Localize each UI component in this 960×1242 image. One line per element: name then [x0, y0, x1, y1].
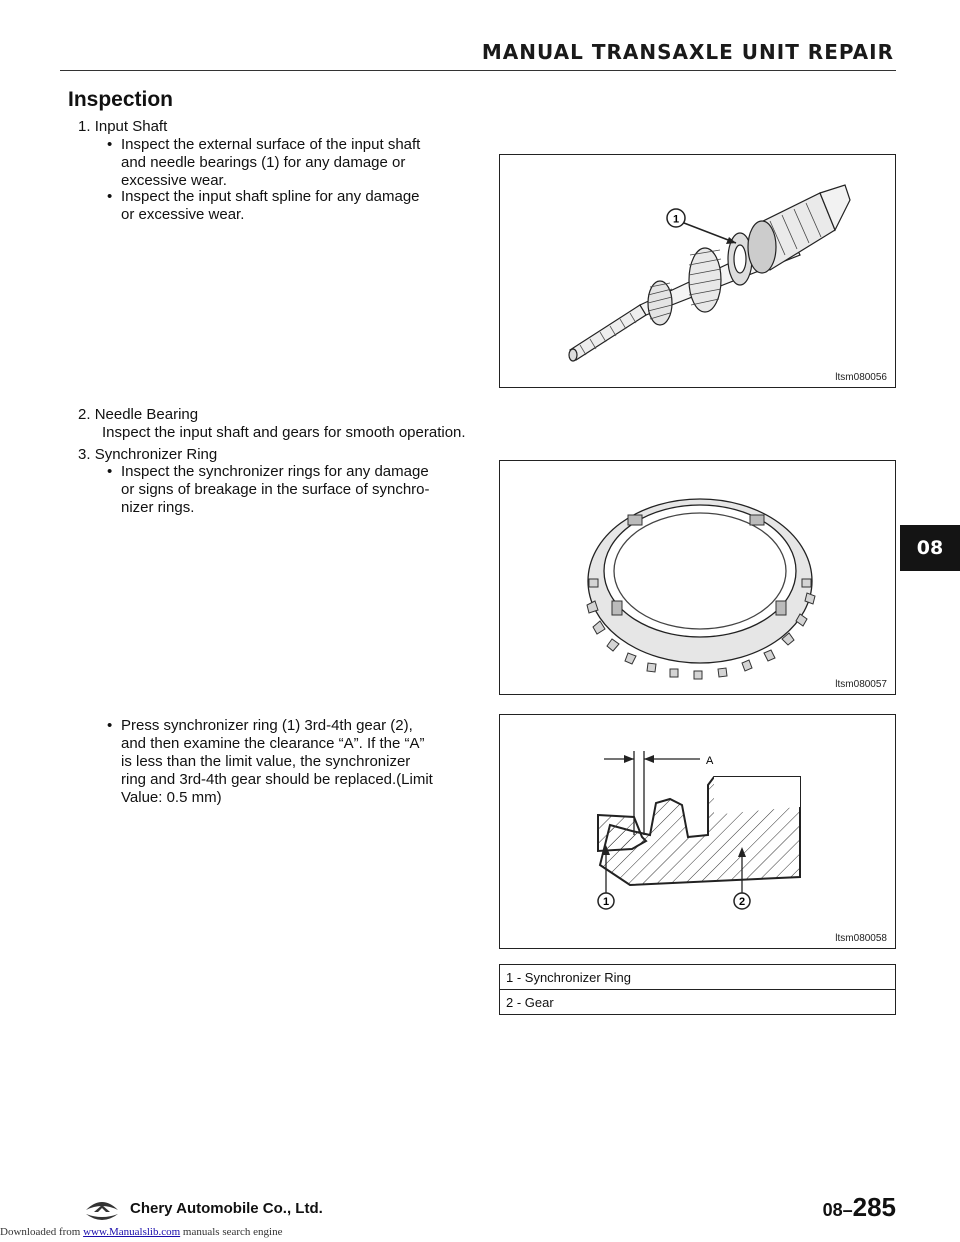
item-2-title: Needle Bearing: [94, 406, 199, 423]
figure-id: ltsm080057: [835, 679, 887, 690]
item-1-bullet-2: [107, 188, 467, 224]
legend-cell: 2 - Gear: [500, 990, 896, 1015]
item-1-heading: [78, 118, 167, 136]
bullet-icon: •: [107, 463, 113, 480]
chery-logo-icon: [82, 1196, 122, 1224]
chapter-tab: 08: [900, 525, 960, 571]
item-3-title: Synchronizer Ring: [94, 446, 218, 463]
item-2-number: 2.: [78, 406, 91, 423]
item-3-bullet-2: [107, 717, 467, 807]
bullet-text-line: Inspect the synchronizer rings for any damage: [121, 463, 429, 480]
figure-input-shaft: [499, 154, 896, 388]
bullet-text-line: and then examine the clearance “A”. If the “A”: [121, 735, 425, 752]
bullet-icon: •: [107, 188, 113, 205]
item-3-bullet-1: [107, 463, 467, 517]
page-header-title: MANUAL TRANSAXLE UNIT REPAIR: [481, 40, 894, 64]
page-number: [823, 1192, 896, 1223]
figure-id: ltsm080056: [835, 372, 887, 383]
clearance-section-illustration: [500, 715, 894, 947]
page-number-prefix: 08–: [822, 1200, 853, 1220]
bullet-text-line: or signs of breakage in the surface of synchro-: [121, 481, 430, 498]
figure-synchronizer-ring: [499, 460, 896, 695]
item-2-text: Inspect the input shaft and gears for smooth operation.: [102, 424, 466, 441]
bullet-text-line: is less than the limit value, the synchronizer: [121, 753, 411, 770]
bullet-icon: •: [107, 717, 113, 734]
synchronizer-ring-illustration: [500, 461, 894, 693]
item-3-number: 3.: [78, 446, 91, 463]
callout-1-label: 1: [602, 896, 610, 908]
bullet-text-line: Inspect the input shaft spline for any damage: [121, 188, 420, 205]
figure-id: ltsm080058: [835, 933, 887, 944]
input-shaft-illustration: [500, 155, 894, 386]
figure-clearance-section: [499, 714, 896, 949]
legend-cell: 1 - Synchronizer Ring: [500, 965, 896, 990]
callout-1-label: 1: [672, 213, 680, 226]
header-divider: [60, 70, 896, 71]
download-note: [0, 1226, 282, 1238]
bullet-text-line: Press synchronizer ring (1) 3rd-4th gear (2),: [121, 717, 413, 734]
download-prefix: Downloaded from: [0, 1226, 84, 1238]
section-title: Inspection: [68, 88, 174, 111]
bullet-text-line: excessive wear.: [121, 172, 227, 189]
bullet-text-line: or excessive wear.: [121, 206, 245, 223]
company-name: Chery Automobile Co., Ltd.: [130, 1200, 323, 1217]
table-row: [500, 965, 896, 990]
figure-legend-table: [499, 964, 896, 1015]
callout-a-label: A: [706, 755, 714, 767]
bullet-text-line: nizer rings.: [121, 499, 195, 516]
item-1-number: 1.: [78, 118, 91, 135]
item-1-title: Input Shaft: [94, 118, 168, 135]
bullet-text-line: ring and 3rd-4th gear should be replaced.(Limit: [121, 771, 433, 788]
page-number-value: 285: [852, 1192, 896, 1222]
callout-2-label: 2: [738, 896, 746, 908]
bullet-icon: •: [107, 136, 113, 153]
bullet-text-line: Value: 0.5 mm): [121, 789, 222, 806]
table-row: [500, 990, 896, 1015]
download-suffix: manuals search engine: [180, 1226, 283, 1238]
bullet-text-line: Inspect the external surface of the input shaft: [121, 136, 421, 153]
item-2-heading: [78, 406, 198, 424]
item-3-heading: [78, 446, 217, 464]
bullet-text-line: and needle bearings (1) for any damage or: [121, 154, 406, 171]
item-1-bullet-1: [107, 136, 467, 190]
manualslib-link[interactable]: www.Manualslib.com: [83, 1226, 181, 1238]
